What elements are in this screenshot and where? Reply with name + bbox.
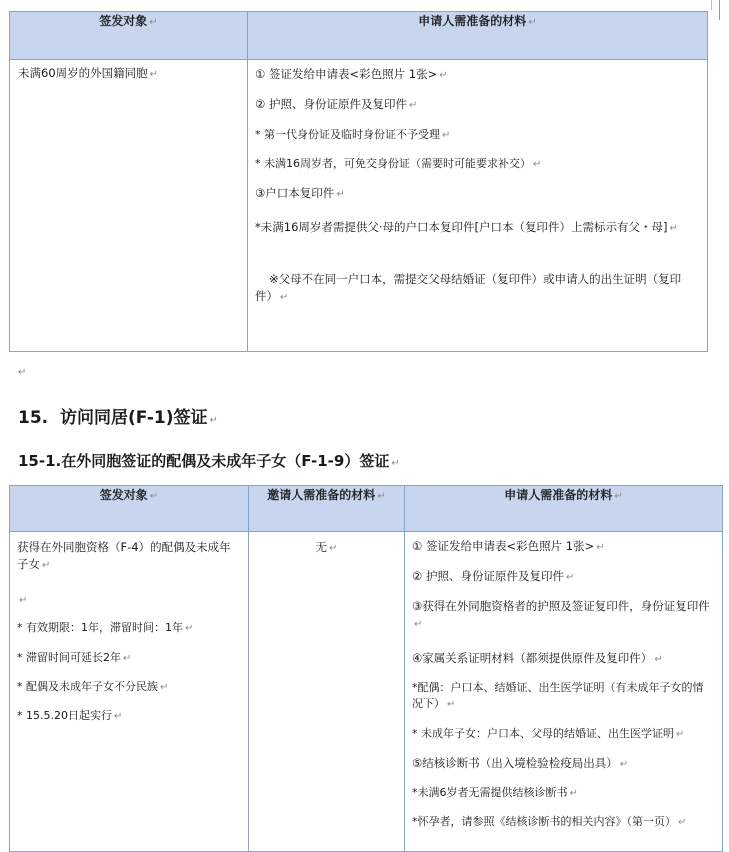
table1-header-row xyxy=(10,12,708,60)
paragraph-mark: ↵ xyxy=(619,759,629,770)
table2-material-8: *未满6岁者无需提供结核诊断书 xyxy=(412,786,568,799)
paragraph-mark: ↵ xyxy=(439,70,448,81)
table2-ethnicity: * 配偶及未成年子女不分民族 xyxy=(17,680,158,693)
section-15-title: 访问同居(F-1)签证 xyxy=(59,408,208,428)
table2-target-text: 获得在外同胞资格（F-4）的配偶及未成年子女 xyxy=(17,540,231,571)
paragraph-mark: ↵ xyxy=(442,130,451,141)
table2-material-4: ④家属关系证明材料（都须提供原件及复印件） xyxy=(412,651,653,665)
paragraph-mark: ↵ xyxy=(669,223,678,234)
paragraph-mark: ↵ xyxy=(377,491,386,502)
paragraph-mark: ↵ xyxy=(654,654,663,665)
paragraph-mark: ↵ xyxy=(596,542,605,553)
paragraph-mark: ↵ xyxy=(447,699,456,710)
paragraph-mark: ↵ xyxy=(160,682,169,693)
paragraph-mark: ↵ xyxy=(414,619,423,630)
paragraph-mark: ↵ xyxy=(149,69,159,80)
page-edge xyxy=(719,0,720,20)
table2-material-5: *配偶：户口本、结婚证、出生医学证明（有未成年子女的情况下） xyxy=(412,681,704,710)
table2-row xyxy=(10,532,723,852)
paragraph-mark: ↵ xyxy=(209,415,218,426)
table2-inviter-cell xyxy=(249,532,405,852)
paragraph-mark: ↵ xyxy=(149,491,159,502)
table1-header-materials-text: 申请人需准备的材料 xyxy=(418,14,527,28)
paragraph-mark: ↵ xyxy=(614,491,623,502)
paragraph-mark: ↵ xyxy=(329,543,338,554)
table1-material-2: ② 护照、身份证原件及复印件 xyxy=(255,97,407,111)
paragraph-mark: ↵ xyxy=(42,560,51,571)
table1-target-text: 未满60周岁的外国籍同胞 xyxy=(18,66,148,80)
paragraph-mark: ↵ xyxy=(280,292,289,303)
table1-row xyxy=(10,60,708,352)
section-15-1-title: 15-1.在外同胞签证的配偶及未成年子女（F-1-9）签证 xyxy=(18,452,390,470)
paragraph-mark: ↵ xyxy=(336,189,345,200)
empty-paragraph-mark: ↵ xyxy=(18,367,27,378)
table2-material-1: ① 签证发给申请表<彩色照片 1张> xyxy=(412,539,595,553)
paragraph-mark: ↵ xyxy=(113,711,123,722)
table1-header-target-text: 签发对象 xyxy=(99,14,148,28)
section-15-number: 15. xyxy=(18,408,49,428)
table2-header-target-text: 签发对象 xyxy=(99,488,148,502)
table2-extension: * 滞留时间可延长2年 xyxy=(17,651,121,664)
table2-target-cell xyxy=(10,532,249,852)
table1-material-3: * 第一代身份证及临时身份证不予受理 xyxy=(255,128,440,141)
paragraph-mark: ↵ xyxy=(391,458,400,469)
table2-material-7: ⑤结核诊断书（出入境检验检疫局出具） xyxy=(412,756,618,770)
paragraph-mark: ↵ xyxy=(408,100,418,111)
visa-table-1 xyxy=(9,11,708,352)
table2-material-6: * 未成年子女：户口本、父母的结婚证、出生医学证明 xyxy=(412,727,674,740)
table1-header-materials xyxy=(248,12,708,60)
table2-materials-cell xyxy=(405,532,723,852)
table2-header-materials-text: 申请人需准备的材料 xyxy=(504,488,613,502)
table2-material-2: ② 护照、身份证原件及复印件 xyxy=(412,569,564,583)
table1-material-1: ① 签证发给申请表<彩色照片 1张> xyxy=(255,67,438,81)
table2-header-inviter-text: 邀请人需准备的材料 xyxy=(267,488,376,502)
paragraph-mark: ↵ xyxy=(676,729,685,740)
table2-validity: * 有效期限：1年，滞留时间：1年 xyxy=(17,621,183,634)
paragraph-mark: ↵ xyxy=(678,817,687,828)
table1-material-6: *未满16周岁者需提供父·母的户口本复印件[户口本（复印件）上需标示有父・母] xyxy=(255,220,668,234)
paragraph-mark: ↵ xyxy=(149,17,158,28)
table1-material-4: * 未满16周岁者，可免交身份证（需要时可能要求补交） xyxy=(255,157,531,170)
table1-materials-cell xyxy=(248,60,708,352)
visa-table-2 xyxy=(9,485,723,852)
section-15-heading xyxy=(18,403,218,428)
table1-material-7: ※父母不在同一户口本，需提交父母结婚证（复印件）或申请人的出生证明（复印件） xyxy=(255,272,682,303)
table2-inviter-text: 无 xyxy=(315,540,328,554)
paragraph-mark: ↵ xyxy=(565,572,575,583)
table2-header-materials xyxy=(405,486,723,532)
section-15-1-heading xyxy=(18,450,400,471)
table2-header-inviter xyxy=(249,486,405,532)
table2-material-3: ③获得在外同胞资格者的护照及签证复印件，身份证复印件 xyxy=(412,599,710,613)
table1-material-5: ③户口本复印件 xyxy=(255,186,335,200)
page-edge-secondary xyxy=(711,0,712,10)
paragraph-mark: ↵ xyxy=(123,653,132,664)
table2-header-row xyxy=(10,486,723,532)
table2-effective-date: * 15.5.20日起实行 xyxy=(17,709,112,722)
paragraph-mark: ↵ xyxy=(185,623,194,634)
paragraph-mark: ↵ xyxy=(528,17,537,28)
table2-header-target xyxy=(10,486,249,532)
paragraph-mark: ↵ xyxy=(533,159,542,170)
table2-material-9: *怀孕者，请参照《结核诊断书的相关内容》（第一页） xyxy=(412,815,676,828)
table1-header-target xyxy=(10,12,248,60)
table1-target-cell xyxy=(10,60,248,352)
paragraph-mark: ↵ xyxy=(19,595,28,606)
paragraph-mark: ↵ xyxy=(569,788,578,799)
